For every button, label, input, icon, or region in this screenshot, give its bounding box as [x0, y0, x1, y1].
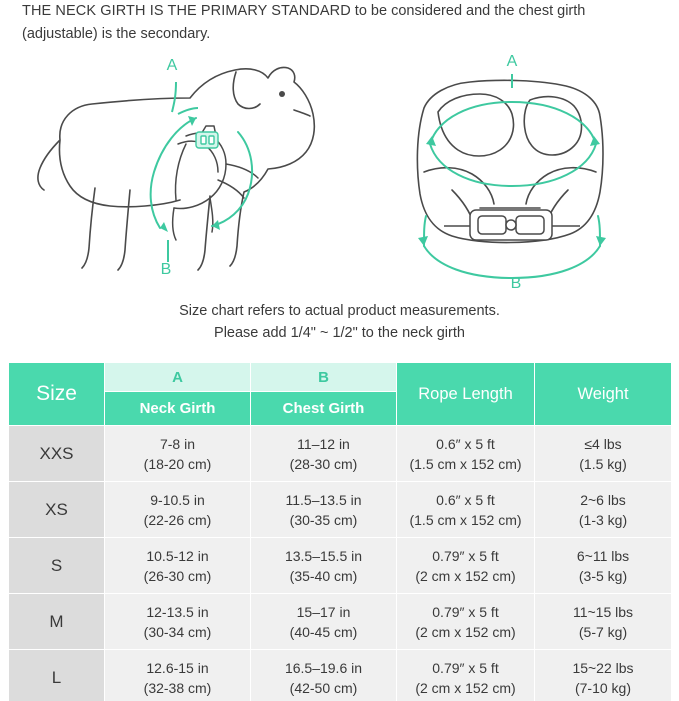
cell-weight	[535, 426, 672, 482]
cell-weight-kg: (1-3 kg)	[578, 511, 628, 528]
cell-chest-girth	[251, 482, 397, 538]
cell-chest-in: 11–12 in	[297, 435, 350, 452]
cell-rope-cm: (2 cm x 152 cm)	[415, 567, 516, 584]
header-weight: Weight	[535, 363, 672, 426]
cell-neck-in: 10.5-12 in	[146, 547, 209, 564]
cell-size: M	[9, 594, 105, 650]
table-row	[9, 538, 672, 594]
intro-line2: (adjustable) is the secondary.	[22, 26, 211, 42]
cell-neck-girth	[105, 538, 251, 594]
harness-buckle-front	[470, 210, 552, 240]
cell-rope-cm: (1.5 cm x 152 cm)	[409, 511, 522, 528]
size-chart-note	[0, 300, 679, 344]
cell-rope-cm: (2 cm x 152 cm)	[415, 623, 516, 640]
cell-weight	[535, 482, 672, 538]
note-line-1: Size chart refers to actual product measurements.	[179, 303, 500, 319]
cell-weight-kg: (5-7 kg)	[578, 623, 628, 640]
cell-rope-length	[397, 426, 535, 482]
cell-neck-in: 9-10.5 in	[150, 491, 205, 508]
arrow-head-a-front-right	[590, 136, 600, 146]
arrow-head-b-front-left	[418, 236, 428, 246]
cell-neck-cm: (30-34 cm)	[143, 623, 212, 640]
cell-neck-in: 12-13.5 in	[146, 603, 209, 620]
neck-girth-arc-front-bottom	[430, 144, 596, 186]
cell-neck-cm: (26-30 cm)	[143, 567, 212, 584]
cell-rope-length	[397, 482, 535, 538]
size-chart-table	[8, 362, 672, 701]
cell-chest-girth	[251, 538, 397, 594]
cell-weight-kg: (3-5 kg)	[578, 567, 628, 584]
cell-rope-in: 0.6″ x 5 ft	[436, 435, 495, 452]
harness-buckle-side	[196, 132, 218, 148]
header-chest-letter: B	[251, 363, 396, 392]
cell-weight-lb: 11~15 lbs	[572, 603, 634, 620]
cell-neck-cm: (18-20 cm)	[143, 455, 212, 472]
cell-chest-in: 15–17 in	[296, 603, 351, 620]
header-rope-length: Rope Length	[397, 363, 535, 426]
cell-chest-girth	[251, 594, 397, 650]
cell-chest-cm: (35-40 cm)	[289, 567, 358, 584]
cell-rope-cm: (2 cm x 152 cm)	[415, 679, 516, 696]
label-a-leader-side	[178, 108, 198, 114]
cell-weight	[535, 650, 672, 701]
cell-neck-in: 7-8 in	[159, 435, 196, 452]
intro-emphasis: THE NECK GIRTH IS THE PRIMARY STANDARD	[22, 3, 351, 19]
cell-chest-in: 16.5–19.6 in	[284, 659, 363, 676]
chest-girth-arc-front	[424, 246, 600, 278]
header-size: Size	[9, 363, 105, 426]
cell-chest-cm: (30-35 cm)	[289, 511, 358, 528]
cell-size: XS	[9, 482, 105, 538]
cell-chest-girth	[251, 650, 397, 701]
cell-rope-cm: (1.5 cm x 152 cm)	[409, 455, 522, 472]
cell-size: L	[9, 650, 105, 701]
cell-rope-in: 0.79″ x 5 ft	[432, 547, 499, 564]
cell-rope-in: 0.79″ x 5 ft	[432, 603, 499, 620]
cell-neck-in: 12.6-15 in	[146, 659, 209, 676]
table-body	[9, 426, 672, 701]
cell-chest-in: 11.5–13.5 in	[285, 491, 362, 508]
cell-rope-length	[397, 594, 535, 650]
cell-neck-cm: (32-38 cm)	[143, 679, 212, 696]
cell-neck-girth	[105, 594, 251, 650]
cell-rope-in: 0.6″ x 5 ft	[436, 491, 495, 508]
cell-weight-lb: 6~11 lbs	[576, 547, 630, 564]
table-header-row	[9, 363, 672, 426]
cell-chest-cm: (40-45 cm)	[289, 623, 358, 640]
cell-weight-lb: 15~22 lbs	[572, 659, 634, 676]
cell-weight	[535, 538, 672, 594]
cell-size: XXS	[9, 426, 105, 482]
cell-chest-cm: (28-30 cm)	[289, 455, 358, 472]
front-label-a: A	[506, 53, 518, 70]
note-line-2: Please add 1/4" ~ 1/2" to the neck girth	[214, 325, 465, 341]
cell-size: S	[9, 538, 105, 594]
cell-chest-cm: (42-50 cm)	[289, 679, 358, 696]
cell-weight-lb: 2~6 lbs	[580, 491, 626, 508]
table-row	[9, 482, 672, 538]
cell-neck-girth	[105, 426, 251, 482]
table-row	[9, 426, 672, 482]
harness-diagram	[0, 40, 679, 290]
cell-chest-girth	[251, 426, 397, 482]
intro-line1-rest: to be considered and the chest girth	[350, 3, 586, 19]
cell-weight-kg: (1.5 kg)	[579, 455, 627, 472]
table-row	[9, 650, 672, 701]
header-neck-label: Neck Girth	[105, 392, 250, 425]
cell-rope-length	[397, 650, 535, 701]
table-row	[9, 594, 672, 650]
header-chest-girth	[251, 363, 397, 426]
cell-weight-lb: ≤4 lbs	[584, 435, 622, 452]
front-label-b: B	[510, 275, 522, 290]
cell-neck-cm: (22-26 cm)	[143, 511, 212, 528]
arrow-head-b-front-right	[596, 236, 606, 246]
arrow-head-b-side	[160, 222, 168, 232]
side-label-b: B	[160, 261, 172, 278]
arrow-head-a-front-left	[426, 136, 436, 146]
header-chest-label: Chest Girth	[251, 392, 396, 425]
header-neck-girth	[105, 363, 251, 426]
cell-neck-girth	[105, 650, 251, 701]
cell-weight	[535, 594, 672, 650]
cell-rope-in: 0.79″ x 5 ft	[432, 659, 499, 676]
cell-rope-length	[397, 538, 535, 594]
header-neck-letter: A	[105, 363, 250, 392]
cell-neck-girth	[105, 482, 251, 538]
cell-weight-kg: (7-10 kg)	[574, 679, 632, 696]
cell-chest-in: 13.5–15.5 in	[284, 547, 363, 564]
side-label-a: A	[166, 57, 178, 74]
